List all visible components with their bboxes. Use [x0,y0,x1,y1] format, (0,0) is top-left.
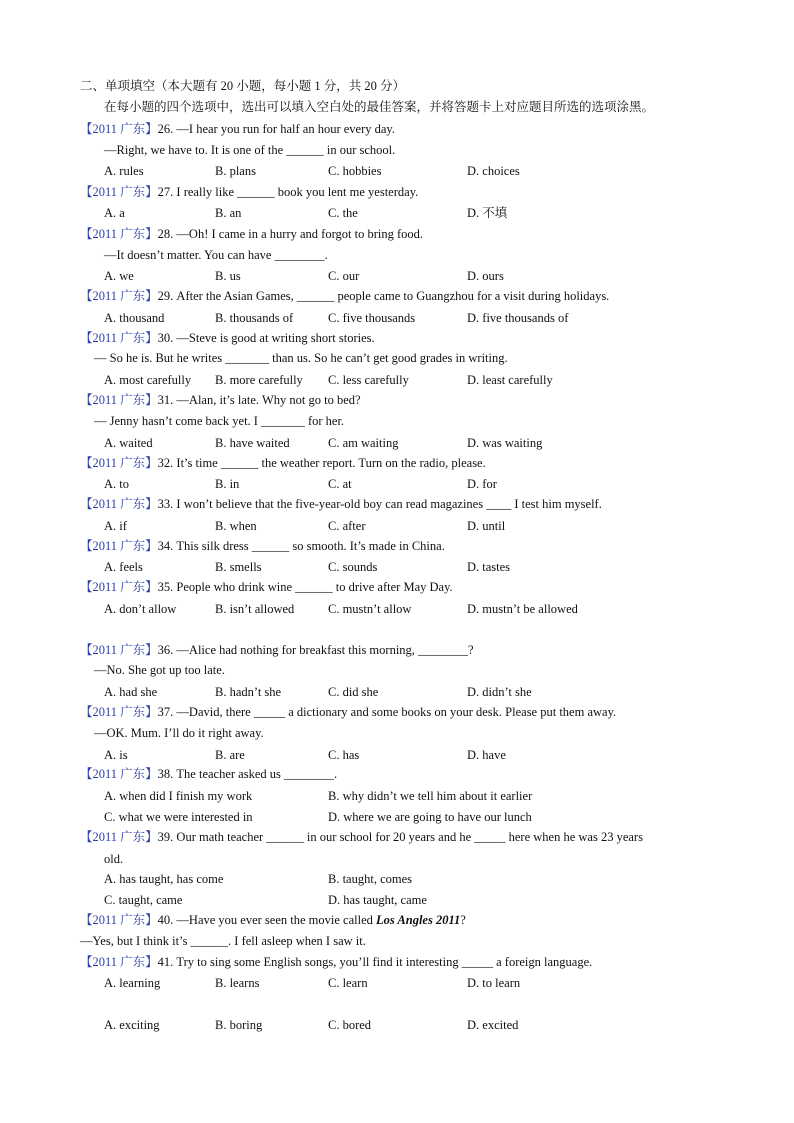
option-a: A. feels [104,560,143,574]
option-d: D. five thousands of [467,311,569,325]
question-stem: 41. Try to sing some English songs, you’ll find it interesting _____ a foreign language. [157,955,593,969]
option-a: A. to [104,477,129,491]
option-c: C. what we were interested in [104,810,253,824]
option-c: C. at [328,477,352,491]
question-dialogue: —No. She got up too late. [94,663,225,677]
option-b: B. why didn’t we tell him about it earlier [328,789,533,803]
option-a: A. had she [104,685,158,699]
question-28 [80,226,423,242]
question-stem: 34. This silk dress ______ so smooth. It’s made in China. [157,539,445,553]
option-c: C. did she [328,685,379,699]
option-b: B. us [215,269,241,283]
option-c: C. am waiting [328,436,399,450]
option-d: D. mustn’t be allowed [467,602,578,616]
question-dialogue: —It doesn’t matter. You can have ________. [104,248,328,262]
question-37 [80,704,616,720]
source-tag: 【2011 广东】 [80,580,158,594]
source-tag: 【2011 广东】 [80,393,158,407]
question-stem: 27. I really like ______ book you lent me yesterday. [157,185,419,199]
option-b: B. boring [215,1018,263,1032]
question-stem: 38. The teacher asked us ________. [157,767,338,781]
question-27 [80,184,418,200]
option-a: A. when did I finish my work [104,789,253,803]
question-31 [80,392,361,408]
option-c: C. mustn’t allow [328,602,412,616]
question-dialogue: —Yes, but I think it’s ______. I fell asleep when I saw it. [80,934,366,948]
question-stem: 33. I won’t believe that the five-year-old boy can read magazines ____ I test him myself. [157,497,602,511]
question-26 [80,121,395,137]
option-c: C. less carefully [328,373,409,387]
question-mark: ? [460,913,466,927]
source-tag: 【2011 广东】 [80,767,158,781]
question-32 [80,455,486,471]
option-a: A. a [104,206,125,220]
option-c: C. after [328,519,366,533]
source-tag: 【2011 广东】 [80,497,158,511]
option-b: B. hadn’t she [215,685,282,699]
option-b: B. more carefully [215,373,303,387]
option-d: D. choices [467,164,520,178]
source-tag: 【2011 广东】 [80,830,158,844]
source-tag: 【2011 广东】 [80,456,158,470]
option-a: A. is [104,748,128,762]
question-30 [80,330,375,346]
source-tag: 【2011 广东】 [80,227,158,241]
option-b: B. when [215,519,257,533]
option-b: B. taught, comes [328,872,413,886]
question-35 [80,579,453,595]
source-tag: 【2011 广东】 [80,955,158,969]
question-stem: 26. —I hear you run for half an hour every day. [157,122,395,136]
option-a: A. if [104,519,127,533]
question-stem: 39. Our math teacher ______ in our school for 20 years and he _____ here when he was 23 years [157,830,643,844]
question-stem: 28. —Oh! I came in a hurry and forgot to bring food. [157,227,424,241]
option-c: C. the [328,206,358,220]
question-29 [80,288,609,304]
question-stem-continued: old. [104,852,124,866]
source-tag: 【2011 广东】 [80,331,158,345]
option-a: A. most carefully [104,373,192,387]
option-b: B. smells [215,560,262,574]
question-dialogue: —OK. Mum. I’ll do it right away. [94,726,264,740]
option-d: D. where we are going to have our lunch [328,810,532,824]
option-c: C. hobbies [328,164,382,178]
source-tag: 【2011 广东】 [80,185,158,199]
question-stem: 40. —Have you ever seen the movie called [157,913,376,927]
option-d: D. for [467,477,497,491]
movie-title: Los Angles 2011 [376,913,461,927]
option-c: C. five thousands [328,311,416,325]
option-a: A. thousand [104,311,165,325]
question-36 [80,642,474,658]
option-c: C. has [328,748,360,762]
source-tag: 【2011 广东】 [80,643,158,657]
option-a: A. rules [104,164,144,178]
option-c: C. taught, came [104,893,183,907]
question-stem: 35. People who drink wine ______ to drive after May Day. [157,580,453,594]
option-d: D. 不填 [467,206,508,220]
question-33 [80,496,602,512]
source-tag: 【2011 广东】 [80,289,158,303]
question-dialogue: — So he is. But he writes _______ than us. So he can’t get good grades in writing. [94,351,508,365]
option-a: A. has taught, has come [104,872,224,886]
option-c: C. sounds [328,560,378,574]
option-b: B. learns [215,976,260,990]
option-a: A. learning [104,976,161,990]
option-b: B. an [215,206,242,220]
question-41 [80,954,592,970]
option-d: D. least carefully [467,373,553,387]
question-stem: 32. It’s time ______ the weather report. Turn on the radio, please. [157,456,486,470]
option-d: D. to learn [467,976,521,990]
option-a: A. waited [104,436,153,450]
question-stem: 31. —Alan, it’s late. Why not go to bed? [157,393,361,407]
option-d: D. didn’t she [467,685,532,699]
question-stem: 37. —David, there _____ a dictionary and some books on your desk. Please put them away. [157,705,617,719]
question-stem: 36. —Alice had nothing for breakfast this morning, ________? [157,643,474,657]
question-dialogue: —Right, we have to. It is one of the ______ in our school. [104,143,396,157]
source-tag: 【2011 广东】 [80,539,158,553]
question-40 [80,912,466,928]
source-tag: 【2011 广东】 [80,913,158,927]
option-a: A. don’t allow [104,602,177,616]
option-d: D. tastes [467,560,511,574]
question-dialogue: — Jenny hasn’t come back yet. I _______ for her. [94,414,345,428]
question-stem: 30. —Steve is good at writing short stories. [157,331,375,345]
option-c: C. bored [328,1018,372,1032]
option-c: C. our [328,269,360,283]
option-d: D. until [467,519,506,533]
option-d: D. have [467,748,506,762]
question-stem: 29. After the Asian Games, ______ people came to Guangzhou for a visit during holidays. [157,289,610,303]
section-title: 二、单项填空（本大题有 20 小题，每小题 1 分，共 20 分） [80,79,406,93]
option-b: B. have waited [215,436,290,450]
source-tag: 【2011 广东】 [80,705,158,719]
option-b: B. in [215,477,240,491]
question-34 [80,538,445,554]
source-tag: 【2011 广东】 [80,122,158,136]
section-instruction: 在每小题的四个选项中，选出可以填入空白处的最佳答案，并将答题卡上对应题目所选的选项涂黑。 [104,100,655,114]
option-b: B. isn’t allowed [215,602,295,616]
option-d: D. ours [467,269,504,283]
option-b: B. plans [215,164,256,178]
option-a: A. exciting [104,1018,160,1032]
option-d: D. has taught, came [328,893,427,907]
question-39 [80,829,643,845]
option-b: B. are [215,748,245,762]
option-d: D. was waiting [467,436,543,450]
option-c: C. learn [328,976,368,990]
option-b: B. thousands of [215,311,294,325]
option-d: D. excited [467,1018,519,1032]
option-a: A. we [104,269,134,283]
question-38 [80,766,337,782]
